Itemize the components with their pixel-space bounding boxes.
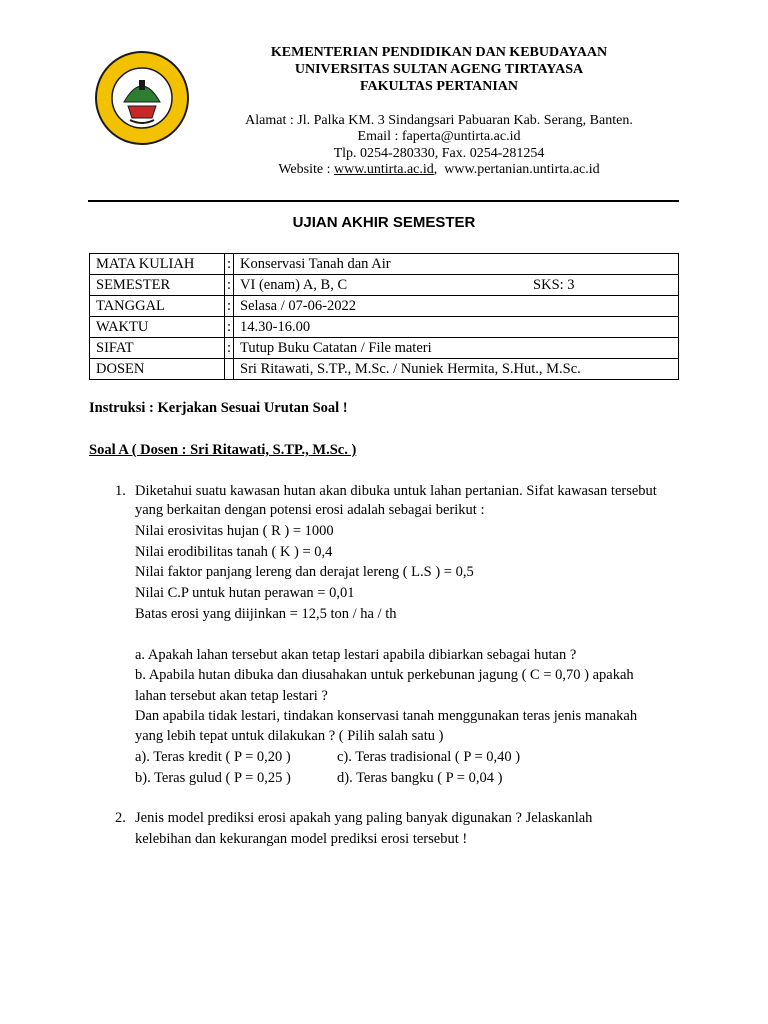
faculty-name: FAKULTAS PERTANIAN: [359, 79, 519, 94]
section-a-heading: Soal A ( Dosen : Sri Ritawati, S.TP., M.Sc. ): [89, 442, 357, 458]
q1-intro-1: Diketahui suatu kawasan hutan akan dibuka untuk lahan pertanian. Sifat kawasan tersebut: [135, 483, 657, 499]
option-c: c). Teras tradisional ( P = 0,40 ): [337, 749, 521, 765]
instruction: Instruksi : Kerjakan Sesuai Urutan Soal !: [89, 400, 348, 416]
table-row: [90, 254, 679, 275]
option-b: b). Teras gulud ( P = 0,25 ): [135, 770, 291, 786]
info-sep: :: [225, 338, 234, 359]
email: Email : faperta@untirta.ac.id: [357, 129, 521, 144]
table-row: [90, 317, 679, 338]
info-sep: :: [225, 275, 234, 296]
table-row: [90, 296, 679, 317]
q1-line-1: Nilai erosivitas hujan ( R ) = 1000: [135, 523, 334, 539]
info-sep: [225, 359, 234, 380]
q1-line-4: Nilai C.P untuk hutan perawan = 0,01: [135, 585, 355, 601]
info-value: Selasa / 07-06-2022: [234, 296, 679, 317]
info-key: SIFAT: [90, 338, 225, 359]
address: Alamat : Jl. Palka KM. 3 Sindangsari Pabuaran Kab. Serang, Banten.: [245, 113, 633, 128]
q2-line-1: Jenis model prediksi erosi apakah yang paling banyak digunakan ? Jelaskanlah: [135, 810, 593, 826]
info-key: TANGGAL: [90, 296, 225, 317]
info-key: DOSEN: [90, 359, 225, 380]
q2-number: 2.: [115, 810, 126, 826]
q1-line-5: Batas erosi yang diijinkan = 12,5 ton / ha / th: [135, 606, 397, 622]
info-value: Tutup Buku Catatan / File materi: [234, 338, 679, 359]
exam-title: UJIAN AKHIR SEMESTER: [292, 214, 476, 231]
header-divider: [88, 200, 679, 202]
q1-part-b-3: Dan apabila tidak lestari, tindakan konservasi tanah menggunakan teras jenis manakah: [135, 708, 638, 724]
q1-line-3: Nilai faktor panjang lereng dan derajat lereng ( L.S ) = 0,5: [135, 564, 474, 580]
q1-intro-2: yang berkaitan dengan potensi erosi adalah sebagai berikut :: [135, 502, 485, 518]
website-link-2[interactable]: www.pertanian.untirta.ac.id: [444, 162, 600, 177]
info-value-cell: [234, 275, 679, 296]
website-label: Website :: [278, 162, 331, 177]
info-value: 14.30-16.00: [234, 317, 679, 338]
q1-part-b-1: b. Apabila hutan dibuka dan diusahakan untuk perkebunan jagung ( C = 0,70 ) apakah: [135, 667, 634, 683]
info-key: WAKTU: [90, 317, 225, 338]
website-link-1[interactable]: www.untirta.ac.id: [333, 162, 434, 177]
table-row: [90, 275, 679, 296]
q1-line-2: Nilai erodibilitas tanah ( K ) = 0,4: [135, 544, 333, 560]
exam-info-table: [89, 253, 679, 380]
website-separator: ,: [433, 162, 438, 177]
website-line: [0, 162, 768, 178]
sks-value: SKS: 3: [533, 277, 575, 293]
info-key: SEMESTER: [90, 275, 225, 296]
info-sep: :: [225, 296, 234, 317]
info-value: VI (enam) A, B, C: [240, 277, 348, 293]
table-row: [90, 359, 679, 380]
q1-part-b-4: yang lebih tepat untuk dilakukan ? ( Pilih salah satu ): [135, 728, 444, 744]
q2-line-2: kelebihan dan kekurangan model prediksi erosi tersebut !: [135, 831, 468, 847]
university-name: UNIVERSITAS SULTAN AGENG TIRTAYASA: [294, 62, 584, 77]
option-d: d). Teras bangku ( P = 0,04 ): [337, 770, 503, 786]
info-sep: :: [225, 254, 234, 275]
q1-part-b-2: lahan tersebut akan tetap lestari ?: [135, 688, 328, 704]
option-a: a). Teras kredit ( P = 0,20 ): [135, 749, 291, 765]
info-value: Konservasi Tanah dan Air: [234, 254, 679, 275]
info-key: MATA KULIAH: [90, 254, 225, 275]
table-row: [90, 338, 679, 359]
phone: Tlp. 0254-280330, Fax. 0254-281254: [333, 146, 545, 161]
ministry-name: KEMENTERIAN PENDIDIKAN DAN KEBUDAYAAN: [270, 45, 608, 60]
q1-number: 1.: [115, 483, 126, 499]
info-sep: :: [225, 317, 234, 338]
q1-part-a: a. Apakah lahan tersebut akan tetap lestari apabila dibiarkan sebagai hutan ?: [135, 647, 577, 663]
info-value: Sri Ritawati, S.TP., M.Sc. / Nuniek Hermita, S.Hut., M.Sc.: [234, 359, 679, 380]
